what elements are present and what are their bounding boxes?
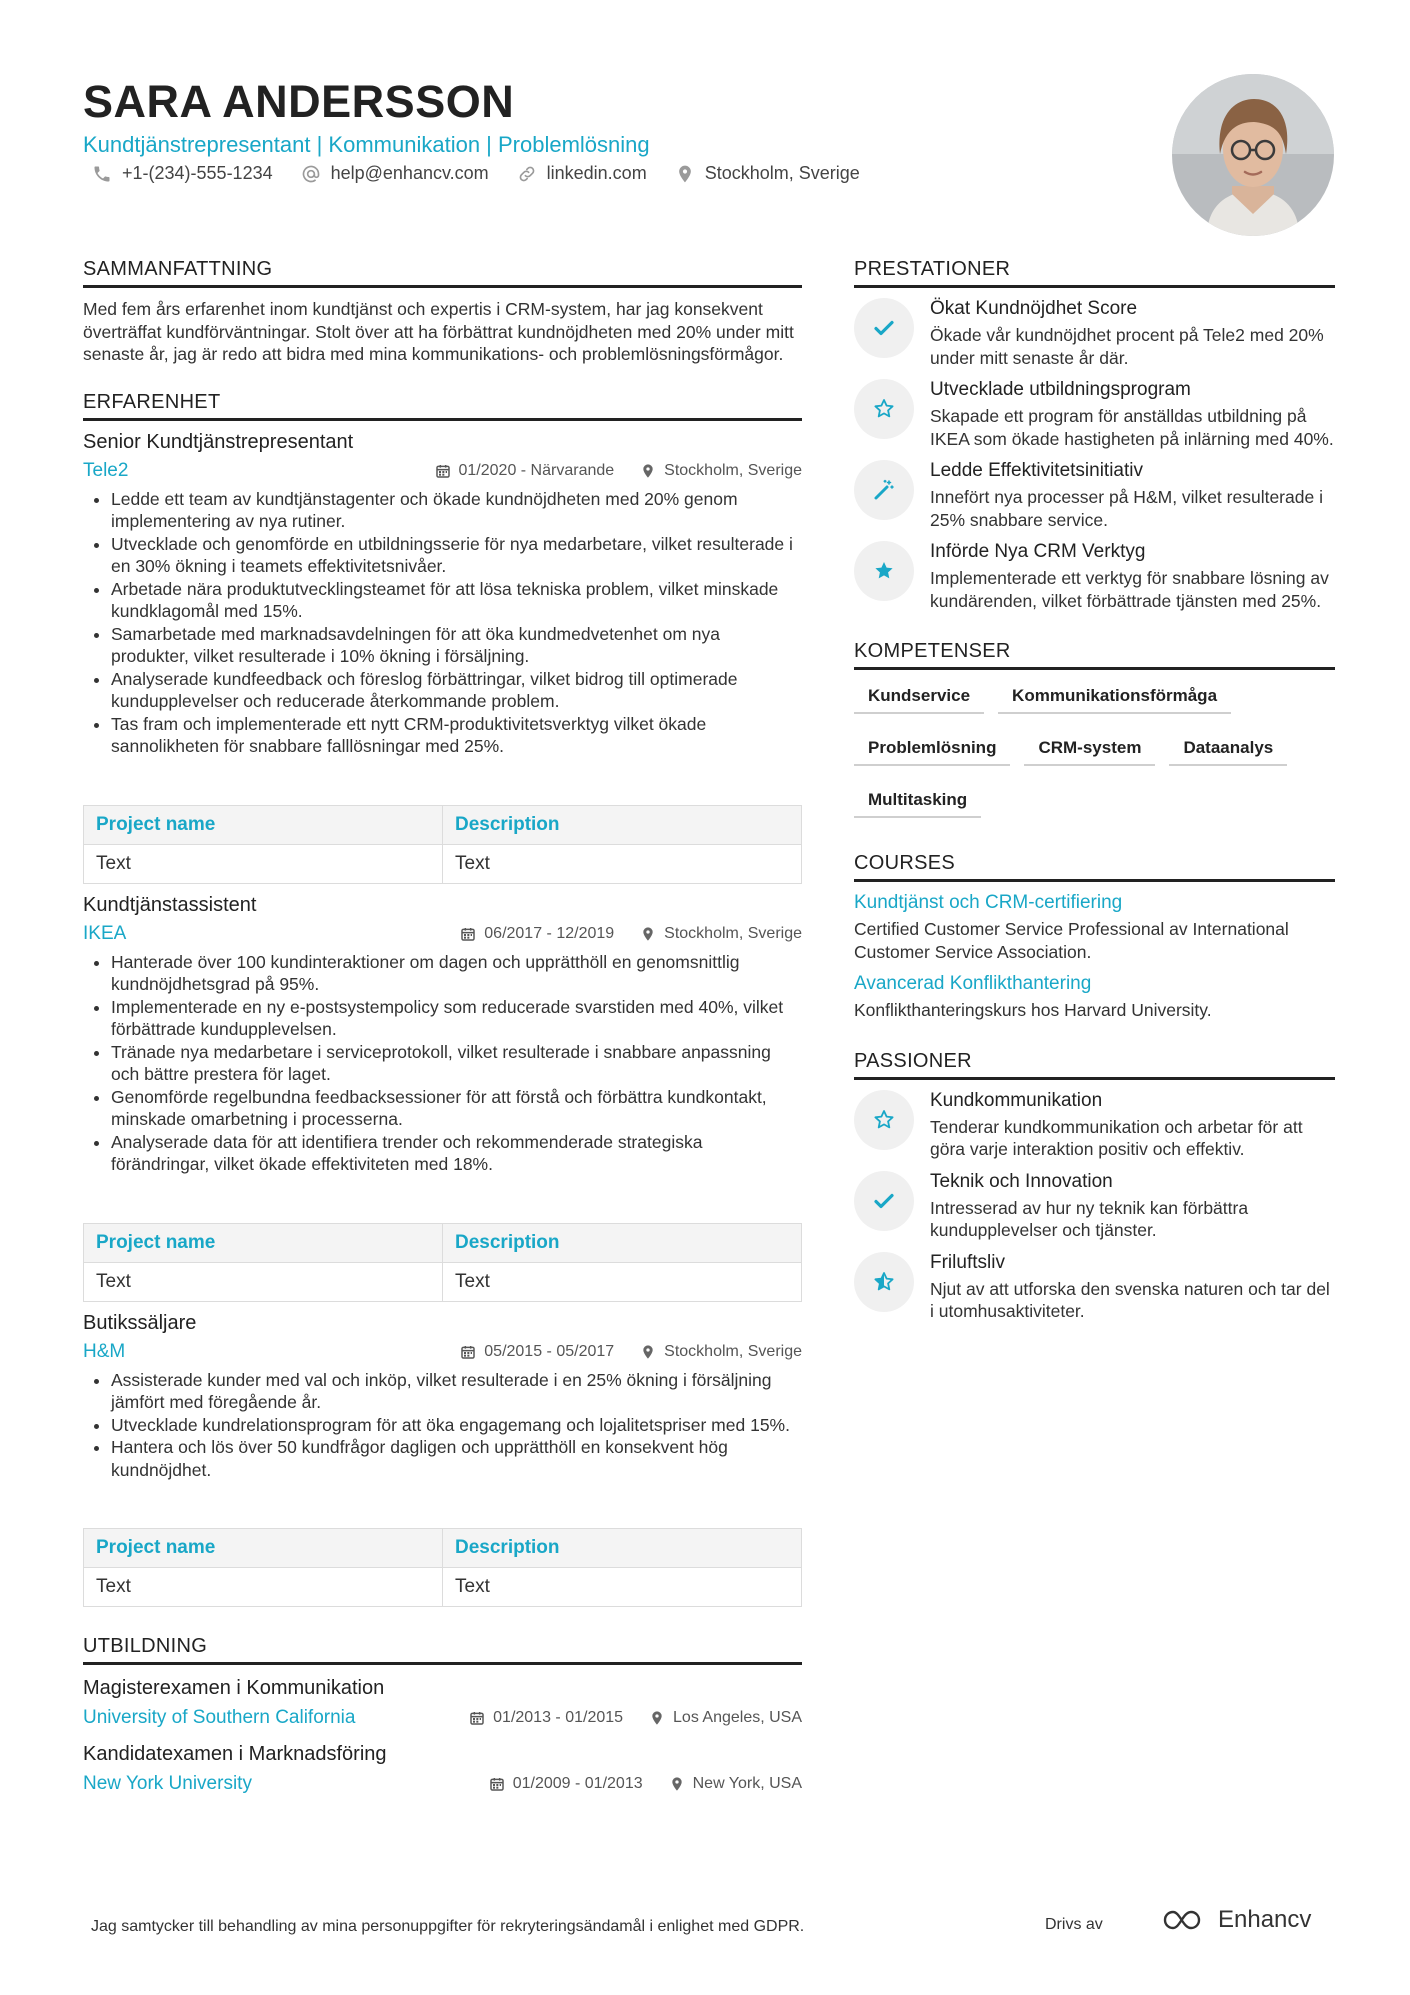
achievement-item — [854, 460, 1335, 531]
company-name[interactable]: H&M — [83, 1340, 126, 1362]
candidate-name: SARA ANDERSSON — [83, 76, 515, 127]
section-title-education: UTBILDNING — [83, 1635, 802, 1665]
list-item: • Implementerade en ny e-postsystempolicy som reducerade svarstiden med 40%, vilket förbättrade kundupplevelsen. — [111, 996, 802, 1041]
candidate-tagline: Kundtjänstrepresentant | Kommunikation | Problemlösning — [83, 132, 650, 157]
table-header-row — [84, 805, 802, 844]
degree-title: Kandidatexamen i Marknadsföring — [83, 1743, 387, 1765]
experience-section — [83, 391, 802, 1608]
contact-email-text: help@enhancv.com — [330, 163, 489, 183]
check-icon — [872, 316, 896, 340]
left-column — [83, 258, 802, 1795]
contact-phone-text: +1-(234)-555-1234 — [122, 163, 273, 183]
magic-wand-icon — [872, 478, 896, 502]
passion-desc: Tenderar kundkommunikation och arbetar för att göra varje interaktion positiv och effektiv. — [930, 1116, 1303, 1159]
list-item: • Hantera och lös över 50 kundfrågor dagligen och upprätthöll en konsekvent hög kundnöjdhet. — [111, 1436, 802, 1481]
skills-section — [854, 640, 1335, 834]
job-entry — [83, 1312, 802, 1608]
job-meta — [83, 1341, 802, 1363]
skill-tag: Problemlösning — [854, 730, 1010, 766]
achievement-desc: Ökade vår kundnöjdhet procent på Tele2 med 20% under mitt senaste år där. — [930, 325, 1324, 368]
education-entry — [83, 1743, 802, 1795]
table-cell: Text — [443, 844, 802, 883]
company-name[interactable]: Tele2 — [83, 459, 129, 481]
achievement-title: Ökat Kundnöjdhet Score — [930, 298, 1138, 319]
education-dates: 01/2013 - 01/2015 — [493, 1709, 624, 1726]
achievement-title: Ledde Effektivitetsinitiativ — [930, 460, 1143, 481]
location-icon — [669, 1776, 685, 1792]
passions-section — [854, 1050, 1335, 1323]
contact-location-text: Stockholm, Sverige — [704, 163, 860, 183]
list-item: • Analyserade data för att identifiera trender och rekommenderade strategiska förändringar, vilket ökade effektiviteten med 18%. — [111, 1131, 802, 1176]
skill-tag: Multitasking — [854, 782, 981, 818]
calendar-icon — [435, 463, 451, 479]
job-bullets — [83, 951, 802, 1176]
contact-linkedin[interactable] — [517, 163, 647, 184]
job-title: Kundtjänstassistent — [83, 893, 257, 916]
project-table — [83, 805, 802, 884]
list-item: • Utvecklade kundrelationsprogram för att öka engagemang och lojalitetspriser med 15%. — [111, 1414, 802, 1437]
table-header-row — [84, 1223, 802, 1262]
job-location: Stockholm, Sverige — [664, 924, 802, 942]
table-cell: Text — [96, 1576, 131, 1597]
job-entry — [83, 894, 802, 1302]
list-item: • Assisterade kunder med val och inköp, vilket resulterade i en 25% ökning i försäljning jämfört med föregående år. — [111, 1369, 802, 1414]
summary-section — [83, 258, 802, 366]
list-item: • Arbetade nära produktutvecklingsteamet för att lösa tekniska problem, vilket minskade kundklagomål med 15%. — [111, 578, 802, 623]
school-name[interactable]: University of Southern California — [83, 1707, 356, 1728]
section-title-achievements: PRESTATIONER — [854, 258, 1335, 288]
job-location: Stockholm, Sverige — [664, 461, 802, 479]
location-icon — [640, 463, 656, 479]
job-title: Butikssäljare — [83, 1311, 197, 1334]
education-entry — [83, 1677, 802, 1729]
education-location: Los Angeles, USA — [673, 1709, 802, 1726]
passion-item — [854, 1171, 1335, 1242]
passion-desc: Intresserad av hur ny teknik kan förbättra kundupplevelser och tjänster. — [930, 1197, 1249, 1240]
course-title[interactable]: Avancerad Konflikthantering — [854, 973, 1092, 994]
table-cell: Text — [443, 1262, 802, 1301]
passion-title: Teknik och Innovation — [930, 1170, 1113, 1192]
table-header-project: Project name — [84, 805, 443, 844]
star-outline-icon — [872, 1108, 896, 1132]
list-item: • Tränade nya medarbetare i serviceprotokoll, vilket resulterade i snabbare anpassning och bättre prestera för laget. — [111, 1041, 802, 1086]
achievement-desc: Implementerade ett verktyg för snabbare lösning av kundärenden, vilket förbättrade tjänsten med 25%. — [930, 568, 1329, 611]
skill-tag: CRM-system — [1024, 730, 1155, 766]
star-filled-icon — [872, 559, 896, 583]
list-item: • Samarbetade med marknadsavdelningen för att öka kundmedvetenhet om nya produkter, vilket resulterade i 10% ökning i försäljning. — [111, 623, 802, 668]
table-header-project: Project name — [84, 1529, 443, 1568]
calendar-icon — [460, 1344, 476, 1360]
passion-title: Friluftsliv — [930, 1251, 1005, 1273]
company-name[interactable]: IKEA — [83, 922, 127, 944]
table-header-description: Description — [443, 1223, 802, 1262]
section-title-courses: COURSES — [854, 852, 1335, 882]
job-dates: 06/2017 - 12/2019 — [484, 924, 615, 942]
summary-text: Med fem års erfarenhet inom kundtjänst och expertis i CRM-system, har jag konsekvent överträffat kundförväntningar. Stolt över att ha förbättrat kundnöjdheten med 20% under mitt senaste år, jag är redo att bidra med mina kommunikations- och problemlösningsförmågor. — [83, 299, 794, 364]
achievement-item — [854, 298, 1335, 369]
table-header-row — [84, 1529, 802, 1568]
passion-title: Kundkommunikation — [930, 1089, 1103, 1111]
education-location: New York, USA — [692, 1775, 802, 1792]
enhancv-brand-name: Enhancv — [1218, 1906, 1312, 1933]
calendar-icon — [469, 1710, 485, 1726]
location-icon — [640, 1344, 656, 1360]
contact-bar — [92, 163, 860, 184]
achievements-section — [854, 258, 1335, 612]
passion-desc: Njut av att utforska den svenska naturen och tar del i utomhusaktiviteter. — [930, 1278, 1330, 1321]
skill-tag: Dataanalys — [1169, 730, 1287, 766]
list-item: • Genomförde regelbundna feedbacksessioner för att förstå och förbättra kundkontakt, minskade omarbetning i processerna. — [111, 1086, 802, 1131]
table-header-project: Project name — [84, 1223, 443, 1262]
section-title-summary: SAMMANFATTNING — [83, 258, 802, 288]
skill-tag: Kommunikationsförmåga — [998, 678, 1231, 714]
star-outline-icon — [872, 397, 896, 421]
course-item — [854, 973, 1335, 1022]
list-item: • Hanterade över 100 kundinteraktioner om dagen och upprätthöll en genomsnittlig kundnöjdhetsgrad på 95%. — [111, 951, 802, 996]
list-item: • Ledde ett team av kundtjänstagenter och ökade kundnöjdheten med 20% genom implementering av nya rutiner. — [111, 488, 802, 533]
education-section — [83, 1635, 802, 1795]
enhancv-logo-icon — [1162, 1908, 1208, 1932]
achievement-desc: Innefört nya processer på H&M, vilket resulterade i 25% snabbare service. — [930, 487, 1323, 530]
achievement-title: Införde Nya CRM Verktyg — [930, 541, 1146, 562]
location-icon — [640, 926, 656, 942]
table-header-description: Description — [443, 805, 802, 844]
contact-phone[interactable] — [92, 163, 273, 184]
table-cell: Text — [96, 1270, 131, 1292]
list-item: • Utvecklade och genomförde en utbildningsserie för nya medarbetare, vilket resulterade i en 30% ökning i teamets effektivitetsnivåer. — [111, 533, 802, 578]
section-title-passions: PASSIONER — [854, 1050, 1335, 1080]
table-cell: Text — [96, 852, 131, 874]
contact-location — [675, 163, 860, 184]
skill-tag: Kundservice — [854, 678, 984, 714]
list-item: • Analyserade kundfeedback och föreslog förbättringar, vilket bidrog till optimerade kundupplevelser och reducerade återkommande problem. — [111, 668, 802, 713]
job-dates: 05/2015 - 05/2017 — [484, 1342, 615, 1360]
table-header-description: Description — [443, 1529, 802, 1568]
right-column — [854, 258, 1335, 1323]
job-meta — [83, 923, 802, 945]
achievement-desc: Skapade ett program för anställdas utbildning på IKEA som ökade hastigheten på inlärning med 40%. — [930, 406, 1334, 449]
powered-by-label: Drivs av — [1045, 1916, 1103, 1933]
location-icon — [675, 164, 695, 184]
job-dates: 01/2020 - Närvarande — [458, 461, 615, 479]
calendar-icon — [460, 926, 476, 942]
star-half-icon — [872, 1270, 896, 1294]
calendar-icon — [489, 1776, 505, 1792]
link-icon — [517, 164, 537, 184]
passion-item — [854, 1090, 1335, 1161]
check-icon — [872, 1189, 896, 1213]
degree-title: Magisterexamen i Kommunikation — [83, 1677, 385, 1699]
course-item — [854, 892, 1335, 963]
passion-item — [854, 1252, 1335, 1323]
job-bullets — [83, 488, 802, 758]
job-meta — [83, 460, 802, 482]
list-item: • Tas fram och implementerade ett nytt CRM-produktivitetsverktyg vilket ökade sannolikheten för snabbare falllösningar med 25%. — [111, 713, 802, 758]
table-row — [84, 1262, 802, 1301]
table-row — [84, 1568, 802, 1607]
enhancv-logo[interactable] — [1162, 1906, 1311, 1934]
job-bullets — [83, 1369, 802, 1482]
section-title-skills: KOMPETENSER — [854, 640, 1335, 670]
phone-icon — [92, 164, 112, 184]
at-icon — [301, 164, 321, 184]
course-desc: Certified Customer Service Professional av International Customer Service Association. — [854, 919, 1289, 962]
course-title[interactable]: Kundtjänst och CRM-certifiering — [854, 892, 1123, 913]
contact-email[interactable] — [301, 163, 489, 184]
section-title-experience: ERFARENHET — [83, 391, 802, 421]
course-desc: Konflikthanteringskurs hos Harvard University. — [854, 1000, 1212, 1020]
job-entry — [83, 431, 802, 884]
location-icon — [649, 1710, 665, 1726]
school-name[interactable]: New York University — [83, 1773, 252, 1794]
profile-photo — [1172, 74, 1334, 236]
achievement-item — [854, 379, 1335, 450]
job-title: Senior Kundtjänstrepresentant — [83, 430, 354, 453]
education-dates: 01/2009 - 01/2013 — [512, 1775, 643, 1792]
project-table — [83, 1528, 802, 1607]
skills-list — [854, 678, 1335, 834]
table-cell: Text — [443, 1568, 802, 1607]
achievement-item — [854, 541, 1335, 612]
table-row — [84, 844, 802, 883]
contact-linkedin-text: linkedin.com — [546, 163, 647, 183]
gdpr-consent-text: Jag samtycker till behandling av mina personuppgifter för rekryteringsändamål i enlighet med GDPR. — [91, 1918, 805, 1935]
project-table — [83, 1223, 802, 1302]
courses-section — [854, 852, 1335, 1022]
achievement-title: Utvecklade utbildningsprogram — [930, 379, 1191, 400]
job-location: Stockholm, Sverige — [664, 1342, 802, 1360]
